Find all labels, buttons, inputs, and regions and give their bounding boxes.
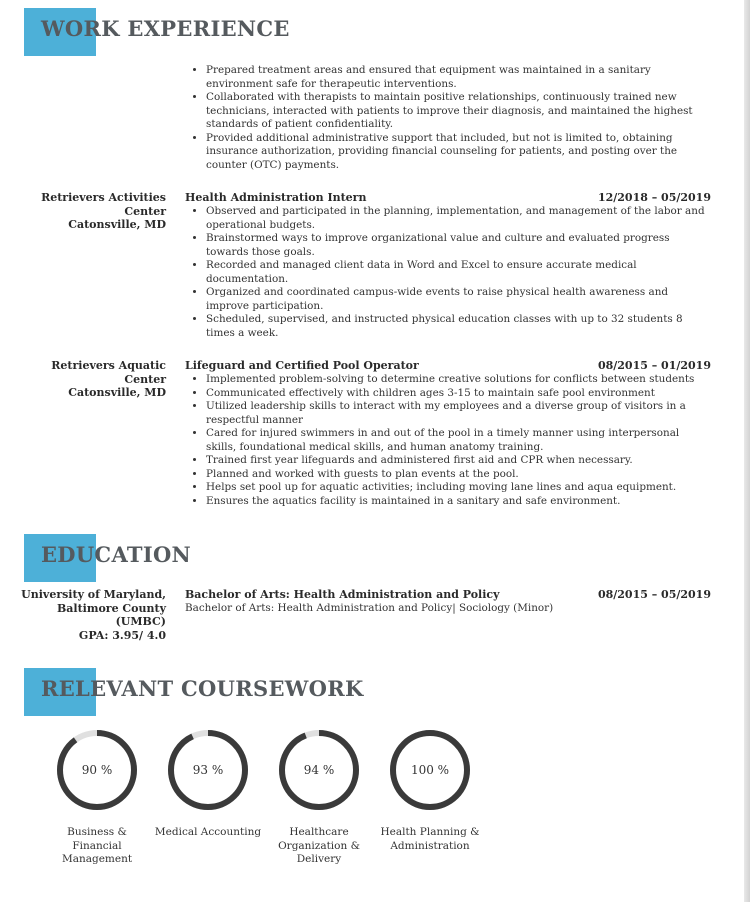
bullet-list xyxy=(185,64,711,172)
job-location: Catonsville, MD xyxy=(68,386,166,399)
list-item: • Recorded and managed client data in Word and Excel to ensure accurate medical documentation. xyxy=(206,259,711,286)
list-item: • Prepared treatment areas and ensured that equipment was maintained in a sanitary environment safe for therapeutic interventions. xyxy=(206,64,711,91)
list-item: • Collaborated with therapists to maintain positive relationships, continuously trained new technicians, interacted with patients to improve their diagnosis, and maintained the highest standards of patient confidentiality. xyxy=(206,91,711,132)
job-org: Retrievers Aquatic Center xyxy=(51,359,166,386)
job-org-block xyxy=(20,359,166,400)
percent-label: 90 % xyxy=(81,763,113,777)
degree: Bachelor of Arts: Health Administration and Policy xyxy=(185,588,500,601)
degree-detail: Bachelor of Arts: Health Administration and Policy| Sociology (Minor) xyxy=(185,602,554,614)
list-item: • Observed and participated in the planning, implementation, and management of the labor and operational budgets. xyxy=(206,205,711,232)
list-item: • Scheduled, supervised, and instructed physical education classes with up to 32 students 8 times a week. xyxy=(206,313,711,340)
course-label: Health Planning & Administration xyxy=(380,826,480,852)
previous-job-bullets xyxy=(185,64,711,172)
progress-ring xyxy=(166,728,250,812)
list-item: • Implemented problem-solving to determine creative solutions for conflicts between students xyxy=(206,373,711,387)
job-dates: 12/2018 – 05/2019 xyxy=(597,191,711,204)
page-edge xyxy=(744,0,750,902)
job-location: Catonsville, MD xyxy=(68,218,166,231)
progress-ring xyxy=(277,728,361,812)
list-item: • Utilized leadership skills to interact with my employees and a diverse group of visitors in a respectful manner xyxy=(206,400,711,427)
course-label: Business & Financial Management xyxy=(61,826,133,865)
list-item: • Brainstormed ways to improve organizational value and culture and evaluated progress towards those goals. xyxy=(206,232,711,259)
bullet-list xyxy=(185,205,711,340)
section-title: EDUCATION xyxy=(41,542,192,567)
job-org-block xyxy=(20,191,166,232)
percent-label: 100 % xyxy=(410,763,450,777)
course-skill xyxy=(153,728,263,840)
list-item: • Communicated effectively with children ages 3-15 to maintain safe pool environment xyxy=(206,387,711,401)
course-skill xyxy=(42,728,152,867)
progress-ring xyxy=(55,728,139,812)
job-dates: 08/2015 – 01/2019 xyxy=(597,359,711,372)
job-entry xyxy=(185,191,711,340)
section-title: WORK EXPERIENCE xyxy=(41,16,290,41)
percent-label: 94 % xyxy=(303,763,335,777)
section-title: RELEVANT COURSEWORK xyxy=(41,676,364,701)
education-entry xyxy=(185,588,711,616)
job-entry xyxy=(185,359,711,508)
list-item: • Trained first year lifeguards and administered first aid and CPR when necessary. xyxy=(206,454,711,468)
course-skill xyxy=(375,728,485,853)
percent-label: 93 % xyxy=(192,763,224,777)
education-school-block xyxy=(20,588,166,642)
school-name: University of Maryland, Baltimore County (UMBC) xyxy=(21,588,166,628)
course-skill xyxy=(264,728,374,867)
list-item: • Planned and worked with guests to plan events at the pool. xyxy=(206,468,711,482)
gpa: GPA: 3.95/ 4.0 xyxy=(78,628,166,642)
education-dates: 08/2015 – 05/2019 xyxy=(597,588,711,601)
list-item: • Helps set pool up for aquatic activities; including moving lane lines and aqua equipment. xyxy=(206,481,711,495)
bullet-list xyxy=(185,373,711,508)
course-label: Medical Accounting xyxy=(154,826,262,838)
job-role: Health Administration Intern xyxy=(185,191,367,204)
list-item: • Provided additional administrative support that included, but not is limited to, obtaining insurance authorization, providing financial counseling for patients, and posting over the counter (OTC) payments. xyxy=(206,132,711,173)
course-label: Healthcare Organization & Delivery xyxy=(278,826,360,865)
list-item: • Organized and coordinated campus-wide events to raise physical health awareness and improve participation. xyxy=(206,286,711,313)
list-item: • Ensures the aquatics facility is maintained in a sanitary and safe environment. xyxy=(206,495,711,509)
job-role: Lifeguard and Certified Pool Operator xyxy=(185,359,419,372)
list-item: • Cared for injured swimmers in and out of the pool in a timely manner using interpersonal skills, foundational medical skills, and human anatomy training. xyxy=(206,427,711,454)
progress-ring xyxy=(388,728,472,812)
job-org: Retrievers Activities Center xyxy=(41,191,166,218)
